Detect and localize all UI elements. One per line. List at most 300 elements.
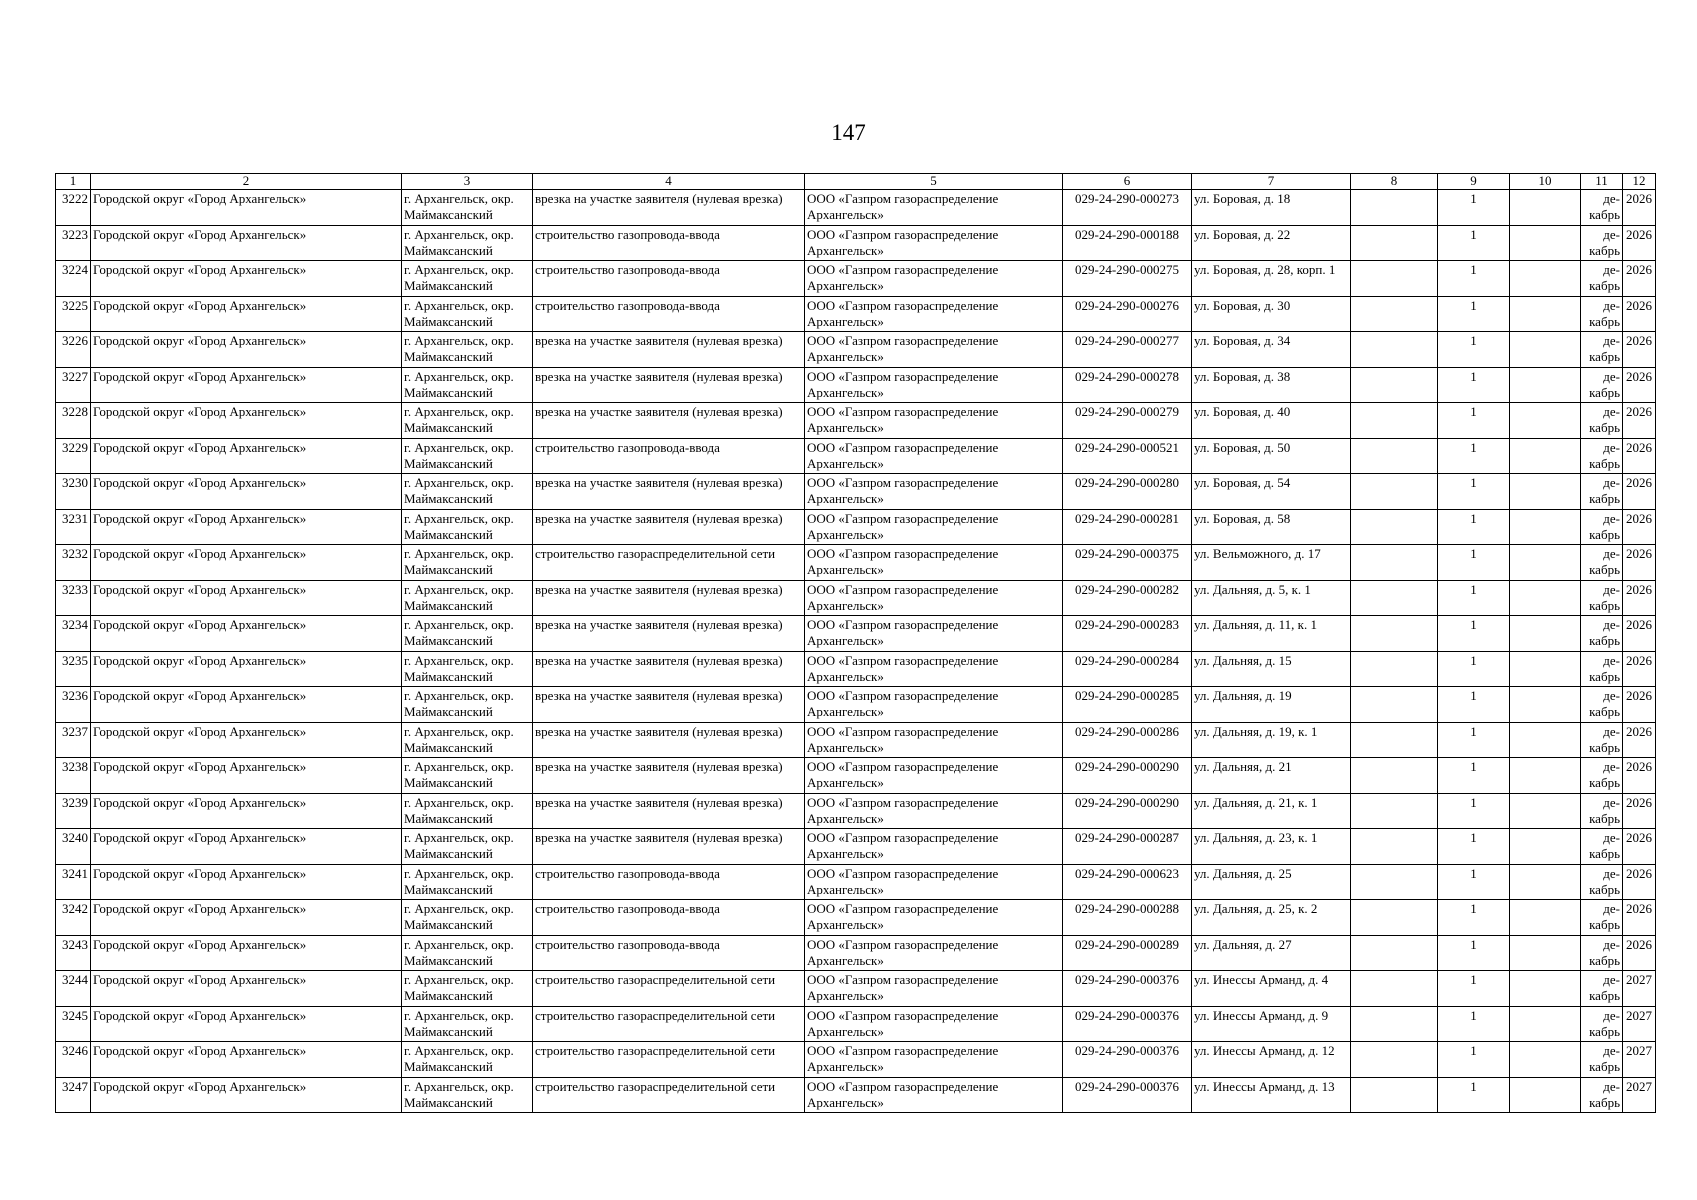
- month-cell: де-кабрь: [1581, 296, 1623, 332]
- municipality-cell: Городской округ «Город Архангельск»: [91, 190, 402, 226]
- organization-cell: ООО «Газпром газораспределение Архангельск»: [805, 261, 1063, 297]
- count-cell: 1: [1438, 971, 1510, 1007]
- work-type-cell: врезка на участке заявителя (нулевая врезка): [533, 651, 805, 687]
- column-10-cell: [1510, 687, 1581, 723]
- column-8-cell: [1351, 900, 1438, 936]
- year-cell: 2026: [1623, 616, 1656, 652]
- application-id-cell: 029-24-290-000376: [1063, 1042, 1192, 1078]
- month-cell: де-кабрь: [1581, 935, 1623, 971]
- page-number: 147: [831, 120, 866, 145]
- count-cell: 1: [1438, 580, 1510, 616]
- application-id-cell: 029-24-290-000281: [1063, 509, 1192, 545]
- column-10-cell: [1510, 1042, 1581, 1078]
- address-cell: ул. Дальняя, д. 21: [1192, 758, 1351, 794]
- year-cell: 2026: [1623, 687, 1656, 723]
- table-row: [56, 651, 1656, 687]
- column-10-cell: [1510, 509, 1581, 545]
- column-8-cell: [1351, 261, 1438, 297]
- application-id-cell: 029-24-290-000376: [1063, 1006, 1192, 1042]
- column-10-cell: [1510, 722, 1581, 758]
- application-id-cell: 029-24-290-000277: [1063, 332, 1192, 368]
- organization-cell: ООО «Газпром газораспределение Архангельск»: [805, 1042, 1063, 1078]
- year-cell: 2026: [1623, 864, 1656, 900]
- month-cell: де-кабрь: [1581, 651, 1623, 687]
- address-cell: ул. Вельможного, д. 17: [1192, 545, 1351, 581]
- application-id-cell: 029-24-290-000286: [1063, 722, 1192, 758]
- municipality-cell: Городской округ «Город Архангельск»: [91, 403, 402, 439]
- row-number-cell: 3232: [56, 545, 91, 581]
- municipality-cell: Городской округ «Город Архангельск»: [91, 225, 402, 261]
- municipality-cell: Городской округ «Город Архангельск»: [91, 580, 402, 616]
- work-type-cell: строительство газопровода-ввода: [533, 438, 805, 474]
- municipality-cell: Городской округ «Город Архангельск»: [91, 935, 402, 971]
- organization-cell: ООО «Газпром газораспределение Архангельск»: [805, 651, 1063, 687]
- address-cell: ул. Инессы Арманд, д. 12: [1192, 1042, 1351, 1078]
- column-10-cell: [1510, 438, 1581, 474]
- count-cell: 1: [1438, 722, 1510, 758]
- count-cell: 1: [1438, 1006, 1510, 1042]
- table-row: [56, 971, 1656, 1007]
- row-number-cell: 3246: [56, 1042, 91, 1078]
- column-8-cell: [1351, 438, 1438, 474]
- column-8-cell: [1351, 190, 1438, 226]
- column-10-cell: [1510, 580, 1581, 616]
- locality-cell: г. Архангельск, окр. Маймаксанский: [402, 758, 533, 794]
- table-row: [56, 509, 1656, 545]
- count-cell: 1: [1438, 1077, 1510, 1113]
- register-table: [55, 173, 1656, 1113]
- row-number-cell: 3228: [56, 403, 91, 439]
- locality-cell: г. Архангельск, окр. Маймаксанский: [402, 438, 533, 474]
- month-cell: де-кабрь: [1581, 190, 1623, 226]
- row-number-cell: 3247: [56, 1077, 91, 1113]
- column-8-cell: [1351, 509, 1438, 545]
- column-8-cell: [1351, 829, 1438, 865]
- work-type-cell: врезка на участке заявителя (нулевая врезка): [533, 190, 805, 226]
- work-type-cell: строительство газораспределительной сети: [533, 1006, 805, 1042]
- municipality-cell: Городской округ «Город Архангельск»: [91, 864, 402, 900]
- column-10-cell: [1510, 900, 1581, 936]
- locality-cell: г. Архангельск, окр. Маймаксанский: [402, 332, 533, 368]
- row-number-cell: 3233: [56, 580, 91, 616]
- column-8-cell: [1351, 616, 1438, 652]
- application-id-cell: 029-24-290-000283: [1063, 616, 1192, 652]
- work-type-cell: строительство газопровода-ввода: [533, 935, 805, 971]
- row-number-cell: 3240: [56, 829, 91, 865]
- table-row: [56, 332, 1656, 368]
- year-cell: 2026: [1623, 829, 1656, 865]
- work-type-cell: строительство газопровода-ввода: [533, 296, 805, 332]
- year-cell: 2026: [1623, 261, 1656, 297]
- table-row: [56, 758, 1656, 794]
- month-cell: де-кабрь: [1581, 225, 1623, 261]
- row-number-cell: 3243: [56, 935, 91, 971]
- row-number-cell: 3225: [56, 296, 91, 332]
- table-row: [56, 793, 1656, 829]
- locality-cell: г. Архангельск, окр. Маймаксанский: [402, 261, 533, 297]
- work-type-cell: строительство газораспределительной сети: [533, 971, 805, 1007]
- table-row: [56, 829, 1656, 865]
- column-10-cell: [1510, 971, 1581, 1007]
- table-row: [56, 1006, 1656, 1042]
- application-id-cell: 029-24-290-000376: [1063, 971, 1192, 1007]
- locality-cell: г. Архангельск, окр. Маймаксанский: [402, 545, 533, 581]
- column-header: 10: [1510, 174, 1581, 190]
- locality-cell: г. Архангельск, окр. Маймаксанский: [402, 1042, 533, 1078]
- table-row: [56, 261, 1656, 297]
- month-cell: де-кабрь: [1581, 793, 1623, 829]
- column-header: 5: [805, 174, 1063, 190]
- municipality-cell: Городской округ «Город Архангельск»: [91, 687, 402, 723]
- address-cell: ул. Боровая, д. 58: [1192, 509, 1351, 545]
- column-header: 7: [1192, 174, 1351, 190]
- column-10-cell: [1510, 758, 1581, 794]
- organization-cell: ООО «Газпром газораспределение Архангельск»: [805, 225, 1063, 261]
- organization-cell: ООО «Газпром газораспределение Архангельск»: [805, 438, 1063, 474]
- address-cell: ул. Инессы Арманд, д. 13: [1192, 1077, 1351, 1113]
- municipality-cell: Городской округ «Город Архангельск»: [91, 296, 402, 332]
- address-cell: ул. Боровая, д. 28, корп. 1: [1192, 261, 1351, 297]
- year-cell: 2026: [1623, 509, 1656, 545]
- address-cell: ул. Дальняя, д. 25, к. 2: [1192, 900, 1351, 936]
- work-type-cell: врезка на участке заявителя (нулевая врезка): [533, 580, 805, 616]
- count-cell: 1: [1438, 616, 1510, 652]
- year-cell: 2027: [1623, 1077, 1656, 1113]
- month-cell: де-кабрь: [1581, 580, 1623, 616]
- column-10-cell: [1510, 1006, 1581, 1042]
- column-10-cell: [1510, 793, 1581, 829]
- table-row: [56, 545, 1656, 581]
- municipality-cell: Городской округ «Город Архангельск»: [91, 474, 402, 510]
- address-cell: ул. Боровая, д. 18: [1192, 190, 1351, 226]
- column-8-cell: [1351, 367, 1438, 403]
- municipality-cell: Городской округ «Город Архангельск»: [91, 793, 402, 829]
- row-number-cell: 3229: [56, 438, 91, 474]
- count-cell: 1: [1438, 829, 1510, 865]
- year-cell: 2026: [1623, 900, 1656, 936]
- application-id-cell: 029-24-290-000290: [1063, 793, 1192, 829]
- column-10-cell: [1510, 545, 1581, 581]
- municipality-cell: Городской округ «Город Архангельск»: [91, 1042, 402, 1078]
- application-id-cell: 029-24-290-000276: [1063, 296, 1192, 332]
- column-10-cell: [1510, 261, 1581, 297]
- column-header: 2: [91, 174, 402, 190]
- row-number-cell: 3227: [56, 367, 91, 403]
- column-8-cell: [1351, 545, 1438, 581]
- year-cell: 2026: [1623, 722, 1656, 758]
- table-row: [56, 864, 1656, 900]
- work-type-cell: врезка на участке заявителя (нулевая врезка): [533, 793, 805, 829]
- column-8-cell: [1351, 225, 1438, 261]
- column-8-cell: [1351, 1006, 1438, 1042]
- column-10-cell: [1510, 190, 1581, 226]
- address-cell: ул. Боровая, д. 50: [1192, 438, 1351, 474]
- column-10-cell: [1510, 332, 1581, 368]
- count-cell: 1: [1438, 261, 1510, 297]
- month-cell: де-кабрь: [1581, 864, 1623, 900]
- locality-cell: г. Архангельск, окр. Маймаксанский: [402, 580, 533, 616]
- table-row: [56, 438, 1656, 474]
- organization-cell: ООО «Газпром газораспределение Архангельск»: [805, 474, 1063, 510]
- organization-cell: ООО «Газпром газораспределение Архангельск»: [805, 687, 1063, 723]
- column-header: 11: [1581, 174, 1623, 190]
- work-type-cell: врезка на участке заявителя (нулевая врезка): [533, 509, 805, 545]
- work-type-cell: строительство газопровода-ввода: [533, 864, 805, 900]
- application-id-cell: 029-24-290-000287: [1063, 829, 1192, 865]
- locality-cell: г. Архангельск, окр. Маймаксанский: [402, 829, 533, 865]
- month-cell: де-кабрь: [1581, 367, 1623, 403]
- locality-cell: г. Архангельск, окр. Маймаксанский: [402, 403, 533, 439]
- row-number-cell: 3244: [56, 971, 91, 1007]
- municipality-cell: Городской округ «Город Архангельск»: [91, 332, 402, 368]
- locality-cell: г. Архангельск, окр. Маймаксанский: [402, 864, 533, 900]
- year-cell: 2026: [1623, 474, 1656, 510]
- year-cell: 2026: [1623, 403, 1656, 439]
- month-cell: де-кабрь: [1581, 474, 1623, 510]
- table-row: [56, 616, 1656, 652]
- municipality-cell: Городской округ «Город Архангельск»: [91, 509, 402, 545]
- table-row: [56, 935, 1656, 971]
- year-cell: 2026: [1623, 935, 1656, 971]
- work-type-cell: строительство газопровода-ввода: [533, 225, 805, 261]
- count-cell: 1: [1438, 190, 1510, 226]
- municipality-cell: Городской округ «Город Архангельск»: [91, 900, 402, 936]
- column-header: 1: [56, 174, 91, 190]
- locality-cell: г. Архангельск, окр. Маймаксанский: [402, 1006, 533, 1042]
- month-cell: де-кабрь: [1581, 1077, 1623, 1113]
- year-cell: 2026: [1623, 438, 1656, 474]
- organization-cell: ООО «Газпром газораспределение Архангельск»: [805, 935, 1063, 971]
- municipality-cell: Городской округ «Город Архангельск»: [91, 438, 402, 474]
- year-cell: 2026: [1623, 545, 1656, 581]
- application-id-cell: 029-24-290-000288: [1063, 900, 1192, 936]
- month-cell: де-кабрь: [1581, 971, 1623, 1007]
- row-number-cell: 3238: [56, 758, 91, 794]
- municipality-cell: Городской округ «Город Архангельск»: [91, 616, 402, 652]
- organization-cell: ООО «Газпром газораспределение Архангельск»: [805, 971, 1063, 1007]
- municipality-cell: Городской округ «Город Архангельск»: [91, 651, 402, 687]
- work-type-cell: врезка на участке заявителя (нулевая врезка): [533, 332, 805, 368]
- address-cell: ул. Дальняя, д. 23, к. 1: [1192, 829, 1351, 865]
- table-row: [56, 1077, 1656, 1113]
- address-cell: ул. Дальняя, д. 19: [1192, 687, 1351, 723]
- organization-cell: ООО «Газпром газораспределение Архангельск»: [805, 190, 1063, 226]
- application-id-cell: 029-24-290-000376: [1063, 1077, 1192, 1113]
- municipality-cell: Городской округ «Город Архангельск»: [91, 261, 402, 297]
- locality-cell: г. Архангельск, окр. Маймаксанский: [402, 971, 533, 1007]
- column-8-cell: [1351, 580, 1438, 616]
- organization-cell: ООО «Газпром газораспределение Архангельск»: [805, 758, 1063, 794]
- application-id-cell: 029-24-290-000289: [1063, 935, 1192, 971]
- column-10-cell: [1510, 296, 1581, 332]
- table-row: [56, 1042, 1656, 1078]
- row-number-cell: 3223: [56, 225, 91, 261]
- locality-cell: г. Архангельск, окр. Маймаксанский: [402, 367, 533, 403]
- column-8-cell: [1351, 474, 1438, 510]
- work-type-cell: врезка на участке заявителя (нулевая врезка): [533, 616, 805, 652]
- column-8-cell: [1351, 687, 1438, 723]
- application-id-cell: 029-24-290-000275: [1063, 261, 1192, 297]
- address-cell: ул. Дальняя, д. 11, к. 1: [1192, 616, 1351, 652]
- work-type-cell: строительство газопровода-ввода: [533, 900, 805, 936]
- count-cell: 1: [1438, 474, 1510, 510]
- application-id-cell: 029-24-290-000282: [1063, 580, 1192, 616]
- application-id-cell: 029-24-290-000284: [1063, 651, 1192, 687]
- application-id-cell: 029-24-290-000279: [1063, 403, 1192, 439]
- locality-cell: г. Архангельск, окр. Маймаксанский: [402, 935, 533, 971]
- table-row: [56, 474, 1656, 510]
- locality-cell: г. Архангельск, окр. Маймаксанский: [402, 1077, 533, 1113]
- address-cell: ул. Боровая, д. 34: [1192, 332, 1351, 368]
- work-type-cell: строительство газораспределительной сети: [533, 1042, 805, 1078]
- month-cell: де-кабрь: [1581, 1006, 1623, 1042]
- organization-cell: ООО «Газпром газораспределение Архангельск»: [805, 332, 1063, 368]
- locality-cell: г. Архангельск, окр. Маймаксанский: [402, 651, 533, 687]
- address-cell: ул. Дальняя, д. 15: [1192, 651, 1351, 687]
- work-type-cell: строительство газораспределительной сети: [533, 1077, 805, 1113]
- locality-cell: г. Архангельск, окр. Маймаксанский: [402, 296, 533, 332]
- month-cell: де-кабрь: [1581, 829, 1623, 865]
- count-cell: 1: [1438, 1042, 1510, 1078]
- register-body: [56, 190, 1656, 1113]
- application-id-cell: 029-24-290-000280: [1063, 474, 1192, 510]
- organization-cell: ООО «Газпром газораспределение Архангельск»: [805, 793, 1063, 829]
- count-cell: 1: [1438, 403, 1510, 439]
- column-10-cell: [1510, 864, 1581, 900]
- year-cell: 2027: [1623, 1006, 1656, 1042]
- column-8-cell: [1351, 332, 1438, 368]
- address-cell: ул. Боровая, д. 40: [1192, 403, 1351, 439]
- year-cell: 2026: [1623, 190, 1656, 226]
- column-header: 4: [533, 174, 805, 190]
- application-id-cell: 029-24-290-000285: [1063, 687, 1192, 723]
- application-id-cell: 029-24-290-000623: [1063, 864, 1192, 900]
- municipality-cell: Городской округ «Город Архангельск»: [91, 545, 402, 581]
- municipality-cell: Городской округ «Город Архангельск»: [91, 1006, 402, 1042]
- year-cell: 2026: [1623, 367, 1656, 403]
- address-cell: ул. Боровая, д. 22: [1192, 225, 1351, 261]
- address-cell: ул. Инессы Арманд, д. 9: [1192, 1006, 1351, 1042]
- column-header: 9: [1438, 174, 1510, 190]
- table-row: [56, 225, 1656, 261]
- municipality-cell: Городской округ «Город Архангельск»: [91, 971, 402, 1007]
- count-cell: 1: [1438, 935, 1510, 971]
- locality-cell: г. Архангельск, окр. Маймаксанский: [402, 509, 533, 545]
- month-cell: де-кабрь: [1581, 332, 1623, 368]
- count-cell: 1: [1438, 332, 1510, 368]
- row-number-cell: 3234: [56, 616, 91, 652]
- column-8-cell: [1351, 935, 1438, 971]
- municipality-cell: Городской округ «Город Архангельск»: [91, 829, 402, 865]
- organization-cell: ООО «Газпром газораспределение Архангельск»: [805, 864, 1063, 900]
- column-10-cell: [1510, 616, 1581, 652]
- locality-cell: г. Архангельск, окр. Маймаксанский: [402, 900, 533, 936]
- year-cell: 2026: [1623, 332, 1656, 368]
- row-number-cell: 3231: [56, 509, 91, 545]
- work-type-cell: врезка на участке заявителя (нулевая врезка): [533, 474, 805, 510]
- column-header: 12: [1623, 174, 1656, 190]
- table-row: [56, 367, 1656, 403]
- column-8-cell: [1351, 864, 1438, 900]
- month-cell: де-кабрь: [1581, 687, 1623, 723]
- organization-cell: ООО «Газпром газораспределение Архангельск»: [805, 403, 1063, 439]
- month-cell: де-кабрь: [1581, 758, 1623, 794]
- address-cell: ул. Боровая, д. 54: [1192, 474, 1351, 510]
- organization-cell: ООО «Газпром газораспределение Архангельск»: [805, 900, 1063, 936]
- organization-cell: ООО «Газпром газораспределение Архангельск»: [805, 545, 1063, 581]
- column-8-cell: [1351, 403, 1438, 439]
- locality-cell: г. Архангельск, окр. Маймаксанский: [402, 474, 533, 510]
- table-row: [56, 580, 1656, 616]
- application-id-cell: 029-24-290-000521: [1063, 438, 1192, 474]
- application-id-cell: 029-24-290-000375: [1063, 545, 1192, 581]
- row-number-cell: 3237: [56, 722, 91, 758]
- municipality-cell: Городской округ «Город Архангельск»: [91, 367, 402, 403]
- year-cell: 2026: [1623, 225, 1656, 261]
- work-type-cell: врезка на участке заявителя (нулевая врезка): [533, 687, 805, 723]
- locality-cell: г. Архангельск, окр. Маймаксанский: [402, 190, 533, 226]
- month-cell: де-кабрь: [1581, 616, 1623, 652]
- count-cell: 1: [1438, 900, 1510, 936]
- month-cell: де-кабрь: [1581, 261, 1623, 297]
- work-type-cell: строительство газопровода-ввода: [533, 261, 805, 297]
- count-cell: 1: [1438, 758, 1510, 794]
- work-type-cell: строительство газораспределительной сети: [533, 545, 805, 581]
- month-cell: де-кабрь: [1581, 722, 1623, 758]
- address-cell: ул. Дальняя, д. 25: [1192, 864, 1351, 900]
- year-cell: 2026: [1623, 580, 1656, 616]
- organization-cell: ООО «Газпром газораспределение Архангельск»: [805, 296, 1063, 332]
- column-10-cell: [1510, 935, 1581, 971]
- column-8-cell: [1351, 722, 1438, 758]
- month-cell: де-кабрь: [1581, 545, 1623, 581]
- municipality-cell: Городской округ «Город Архангельск»: [91, 722, 402, 758]
- count-cell: 1: [1438, 509, 1510, 545]
- work-type-cell: врезка на участке заявителя (нулевая врезка): [533, 758, 805, 794]
- count-cell: 1: [1438, 225, 1510, 261]
- count-cell: 1: [1438, 438, 1510, 474]
- locality-cell: г. Архангельск, окр. Маймаксанский: [402, 616, 533, 652]
- year-cell: 2026: [1623, 296, 1656, 332]
- locality-cell: г. Архангельск, окр. Маймаксанский: [402, 687, 533, 723]
- column-10-cell: [1510, 651, 1581, 687]
- column-10-cell: [1510, 829, 1581, 865]
- year-cell: 2026: [1623, 651, 1656, 687]
- month-cell: де-кабрь: [1581, 438, 1623, 474]
- row-number-cell: 3241: [56, 864, 91, 900]
- header-row: [56, 174, 1656, 190]
- year-cell: 2026: [1623, 758, 1656, 794]
- month-cell: де-кабрь: [1581, 403, 1623, 439]
- year-cell: 2027: [1623, 1042, 1656, 1078]
- organization-cell: ООО «Газпром газораспределение Архангельск»: [805, 367, 1063, 403]
- column-8-cell: [1351, 793, 1438, 829]
- address-cell: ул. Боровая, д. 38: [1192, 367, 1351, 403]
- row-number-cell: 3245: [56, 1006, 91, 1042]
- organization-cell: ООО «Газпром газораспределение Архангельск»: [805, 1006, 1063, 1042]
- count-cell: 1: [1438, 367, 1510, 403]
- organization-cell: ООО «Газпром газораспределение Архангельск»: [805, 722, 1063, 758]
- row-number-cell: 3239: [56, 793, 91, 829]
- year-cell: 2026: [1623, 793, 1656, 829]
- count-cell: 1: [1438, 545, 1510, 581]
- row-number-cell: 3242: [56, 900, 91, 936]
- work-type-cell: врезка на участке заявителя (нулевая врезка): [533, 403, 805, 439]
- year-cell: 2027: [1623, 971, 1656, 1007]
- address-cell: ул. Дальняя, д. 19, к. 1: [1192, 722, 1351, 758]
- municipality-cell: Городской округ «Город Архангельск»: [91, 1077, 402, 1113]
- application-id-cell: 029-24-290-000273: [1063, 190, 1192, 226]
